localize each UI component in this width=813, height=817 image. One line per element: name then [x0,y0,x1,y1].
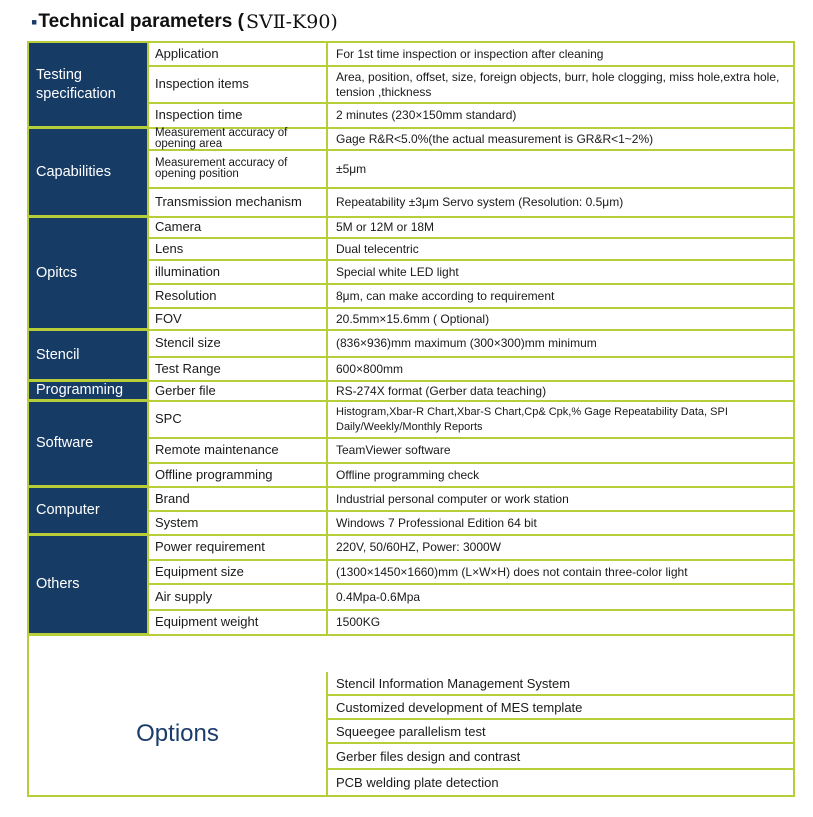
category-cell: Software [29,402,147,488]
parameter-name: Equipment size [147,561,326,585]
parameter-name: Gerber file [147,382,326,402]
parameter-name: SPC [147,402,326,439]
parameter-value: Repeatability ±3μm Servo system (Resolution: 0.5μm) [326,189,793,218]
parameter-name: Brand [147,488,326,512]
parameter-name: Inspection time [147,104,326,129]
parameter-name: Application [147,43,326,67]
parameter-name: Measurement accuracy of opening position [147,151,326,189]
parameter-value: Histogram,Xbar-R Chart,Xbar-S Chart,Cp& Cpk,% Gage Repeatability Data, SPI Daily/Weekly/Monthly Reports [326,402,793,439]
title-model: SVⅡ-K90) [245,11,338,33]
parameter-name: Equipment weight [147,611,326,636]
option-item: Gerber files design and contrast [326,744,793,770]
parameters-table [27,41,795,797]
parameter-value: TeamViewer software [326,439,793,464]
parameter-value: 0.4Mpa-0.6Mpa [326,585,793,611]
parameter-value: ±5μm [326,151,793,189]
parameter-value: (1300×1450×1660)mm (L×W×H) does not contain three-color light [326,561,793,585]
parameter-value: 8μm, can make according to requirement [326,285,793,309]
category-cell: Testing specification [29,43,147,129]
option-item: Customized development of MES template [326,696,793,720]
parameter-value: 20.5mm×15.6mm ( Optional) [326,309,793,331]
parameter-value: 2 minutes (230×150mm standard) [326,104,793,129]
parameter-name: Remote maintenance [147,439,326,464]
parameter-value: Industrial personal computer or work station [326,488,793,512]
parameter-name: Transmission mechanism [147,189,326,218]
parameter-name: Inspection items [147,67,326,104]
category-cell: Opitcs [29,218,147,331]
parameter-name: Test Range [147,358,326,382]
option-item: PCB welding plate detection [326,770,793,795]
parameter-name: Air supply [147,585,326,611]
parameter-value: 600×800mm [326,358,793,382]
parameter-name: Measurement accuracy of opening area [147,129,326,151]
parameter-value: Dual telecentric [326,239,793,261]
parameter-value: Offline programming check [326,464,793,488]
option-item: Squeegee parallelism test [326,720,793,744]
parameter-name: System [147,512,326,536]
parameter-value: Special white LED light [326,261,793,285]
parameter-name: Offline programming [147,464,326,488]
parameter-name: Resolution [147,285,326,309]
title-bullet: ▪ [31,11,38,32]
parameter-name: illumination [147,261,326,285]
parameter-value: 220V, 50/60HZ, Power: 3000W [326,536,793,561]
option-item: Stencil Information Management System [326,672,793,696]
parameter-name: FOV [147,309,326,331]
parameter-value: (836×936)mm maximum (300×300)mm minimum [326,331,793,358]
parameter-value: Windows 7 Professional Edition 64 bit [326,512,793,536]
category-cell: Capabilities [29,129,147,218]
parameter-value: RS-274X format (Gerber data teaching) [326,382,793,402]
parameter-name: Camera [147,218,326,239]
category-cell: Stencil [29,331,147,382]
parameter-name: Lens [147,239,326,261]
parameter-value: Area, position, offset, size, foreign objects, burr, hole clogging, miss hole,extra hole, tension ,thickness [326,67,793,104]
parameter-name: Stencil size [147,331,326,358]
parameter-value: Gage R&R<5.0%(the actual measurement is GR&R<1~2%) [326,129,793,151]
parameter-value: For 1st time inspection or inspection after cleaning [326,43,793,67]
parameter-value: 5M or 12M or 18M [326,218,793,239]
options-label: Options [136,719,219,747]
category-cell: Computer [29,488,147,536]
title-main: Technical parameters ( [38,11,244,32]
parameter-value: 1500KG [326,611,793,636]
parameter-name: Power requirement [147,536,326,561]
category-cell: Programming [29,382,147,402]
page-title [31,9,338,35]
category-cell: Others [29,536,147,636]
